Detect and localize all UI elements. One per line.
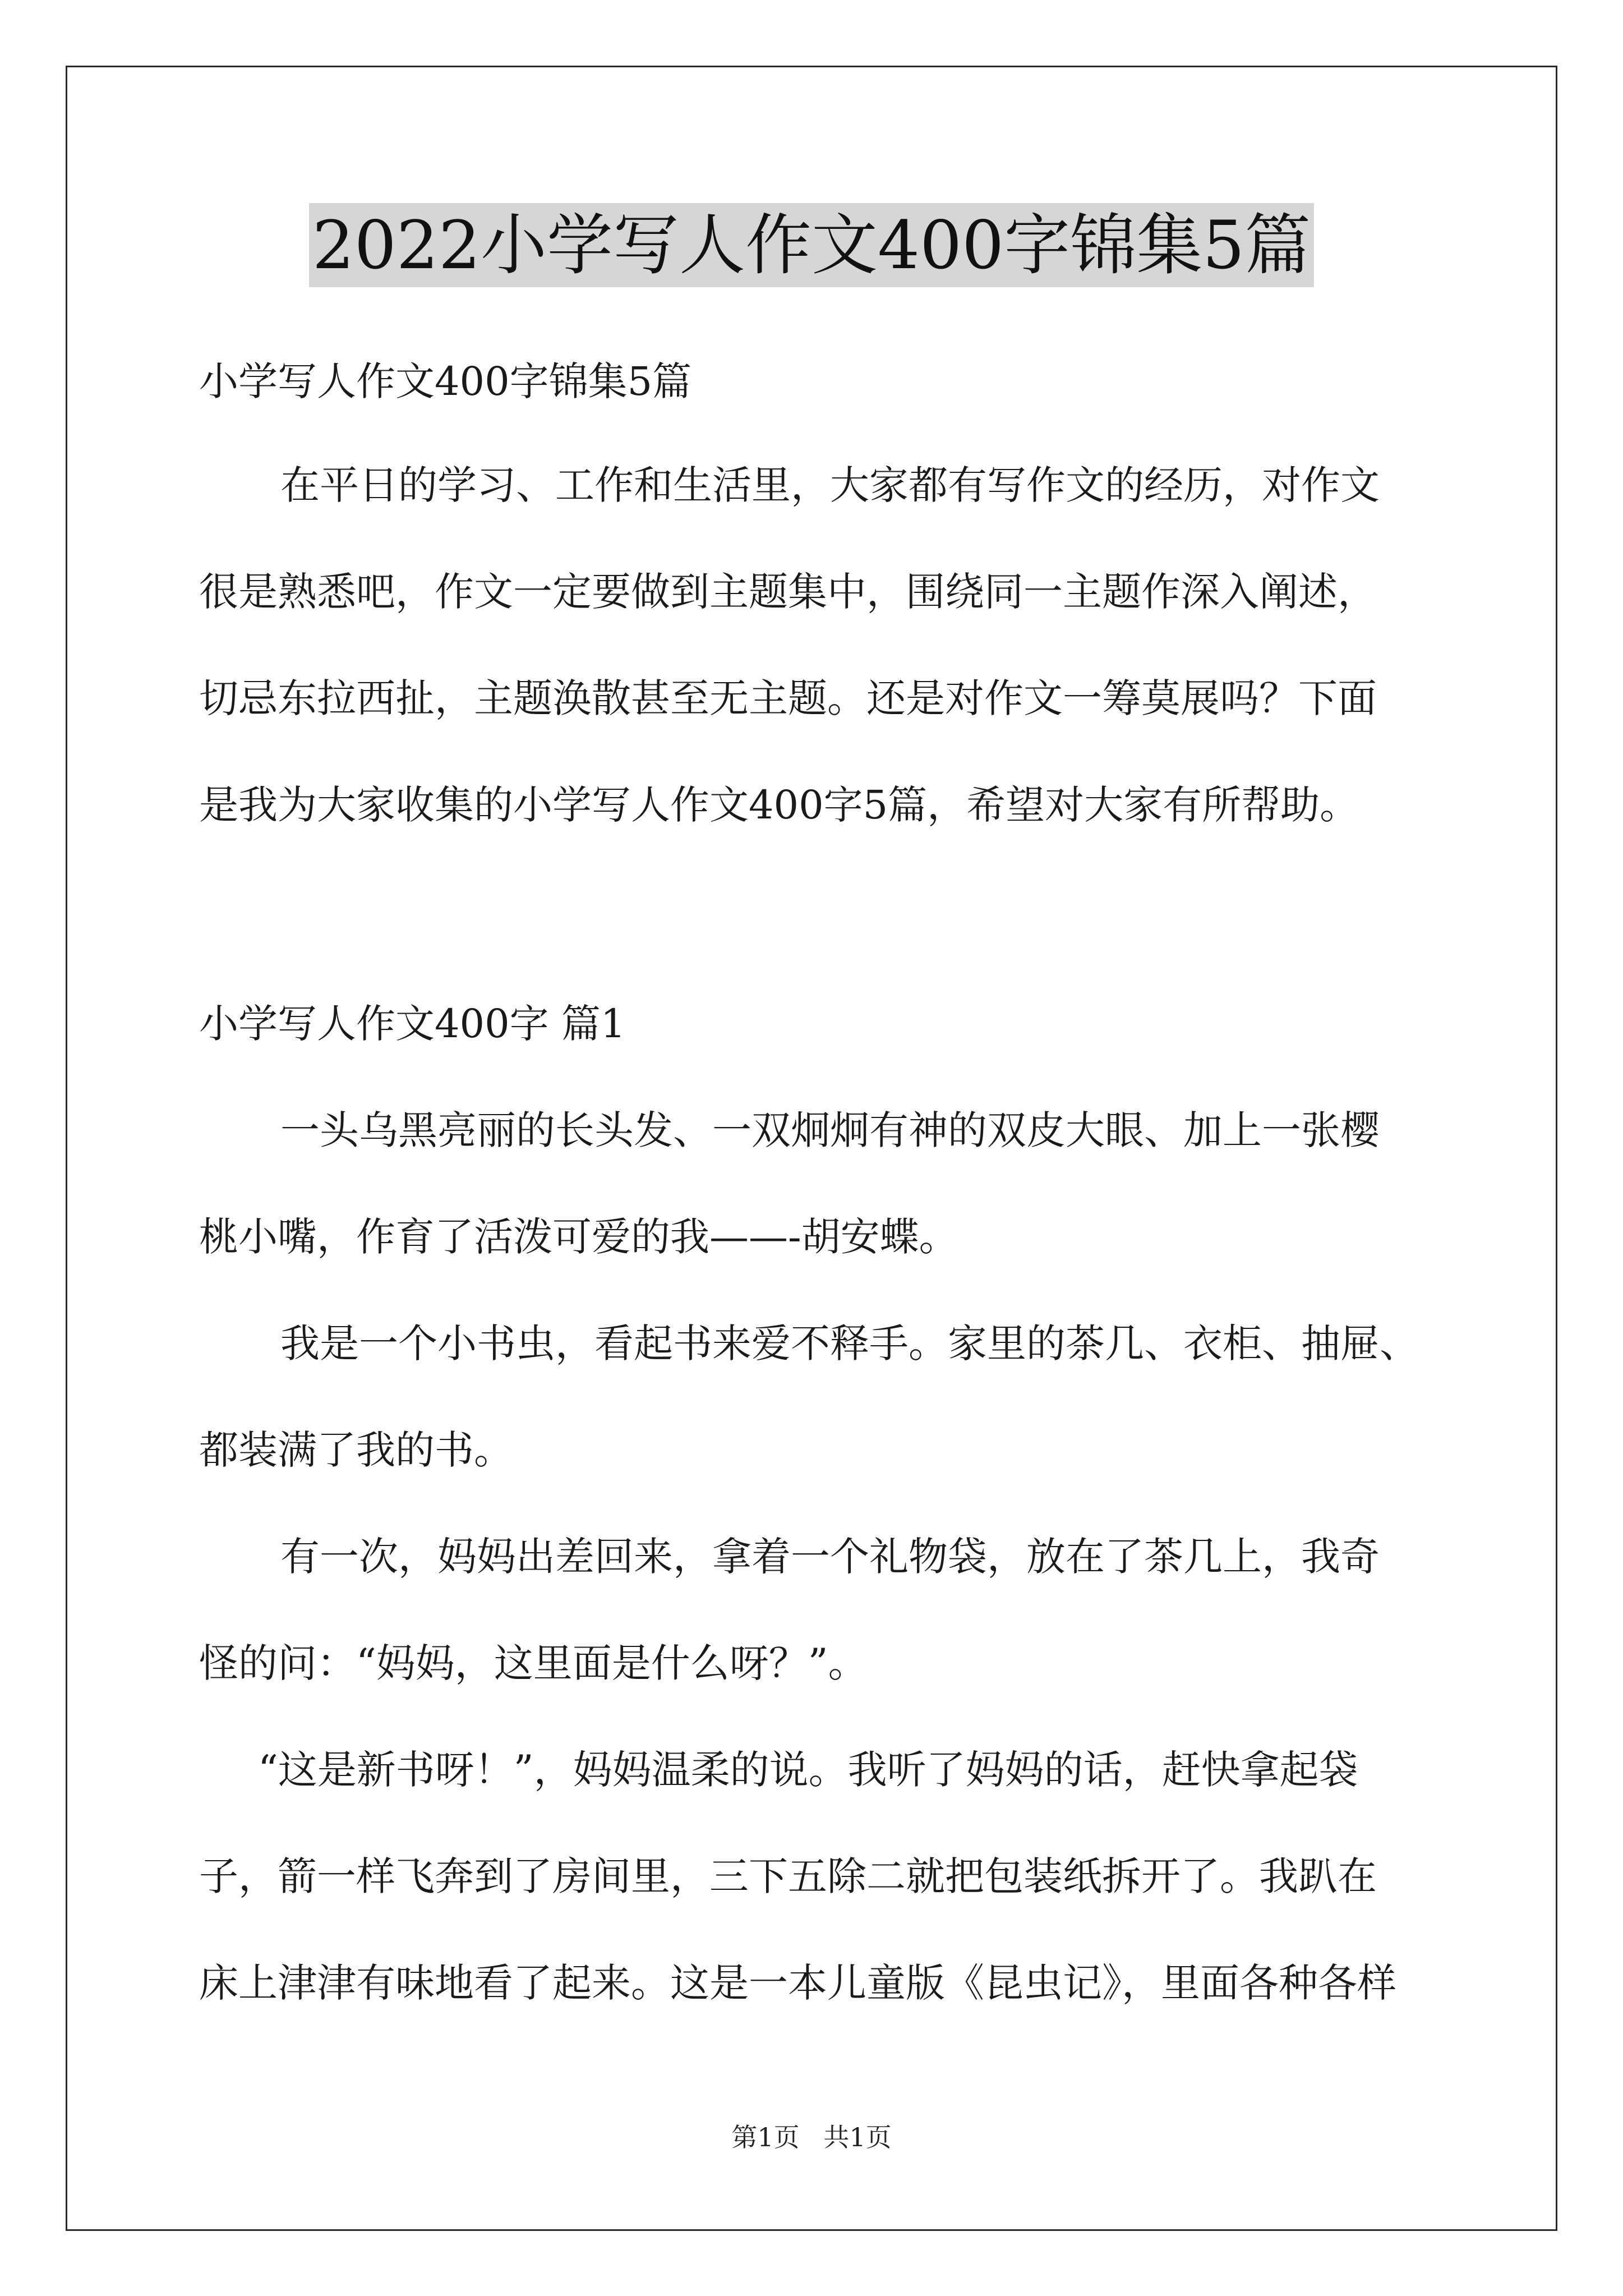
paragraph-line: 桃小嘴，作育了活泼可爱的我——-胡安蝶。 [199,1214,958,1260]
document-title: 2022小学写人作文400字锦集5篇 [309,203,1315,287]
paragraph-line: 子，箭一样飞奔到了房间里，三下五除二就把包装纸拆开了。我趴在 [199,1853,1377,1899]
paragraph-line: 一头乌黑亮丽的长头发、一双炯炯有神的双皮大眼、加上一张樱 [280,1107,1380,1153]
paragraph-line: 怪的问：“妈妈，这里面是什么呀？”。 [199,1640,868,1686]
page-total: 共1页 [823,2122,892,2152]
paragraph-line: 很是熟悉吧，作文一定要做到主题集中，围绕同一主题作深入阐述， [199,569,1377,615]
subtitle-line: 小学写人作文400字锦集5篇 [199,358,692,404]
paragraph-line: 在平日的学习、工作和生活里，大家都有写作文的经历，对作文 [280,462,1380,508]
section-heading: 小学写人作文400字 篇1 [199,1001,626,1047]
page-number: 第1页 [731,2122,800,2152]
paragraph-line: “这是新书呀！”，妈妈温柔的说。我听了妈妈的话，赶快拿起袋 [258,1747,1358,1793]
page-footer [0,2120,1623,2154]
paragraph-line: 是我为大家收集的小学写人作文400字5篇，希望对大家有所帮助。 [199,782,1359,828]
paragraph-line: 我是一个小书虫，看起书来爱不释手。家里的茶几、衣柜、抽屉、 [280,1320,1419,1366]
paragraph-line: 床上津津有味地看了起来。这是一本儿童版《昆虫记》，里面各种各样 [199,1960,1396,2006]
paragraph-line: 都装满了我的书。 [199,1427,513,1473]
paragraph-line: 有一次，妈妈出差回来，拿着一个礼物袋，放在了茶几上，我奇 [280,1534,1380,1580]
paragraph-line: 切忌东拉西扯，主题涣散甚至无主题。还是对作文一筹莫展吗？下面 [199,675,1377,721]
title-container [0,203,1623,287]
